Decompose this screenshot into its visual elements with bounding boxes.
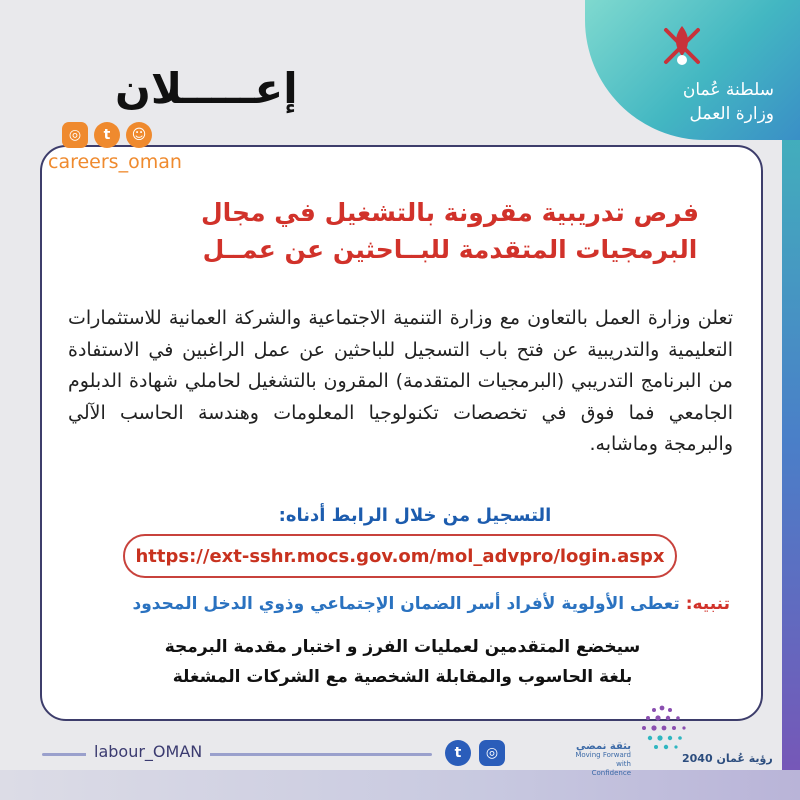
screening-note-line2: بلغة الحاسوب والمقابلة الشخصية مع الشركات المشغلة [172, 667, 633, 687]
moving-forward-logo [575, 742, 631, 778]
announcement-body: تعلن وزارة العمل بالتعاون مع وزارة التنمية الاجتماعية والشركة العمانية للاستثمارات التعليمية والتدريبية عن فتح باب التسجيل للباحثين عن عمل الراغبين في الاستفادة من البرنامج التدريبي (البرمجيات المتقدمة) المقرون بالتشغيل لحاملي شهادة الدبلوم الجامعي فما فوق في تخصصات تكنولوجيا المعلومات وهندسة الحاسب الآلي والبرمجة وماشابه. [68, 307, 733, 455]
moving-forward-ar: بثقة نمضي [575, 741, 631, 752]
twitter-icon[interactable]: t [94, 122, 120, 148]
bottom-decorative-band [0, 770, 800, 800]
priority-notice [120, 594, 730, 614]
announcement-banner-title: إعـــــلان [115, 64, 298, 113]
registration-link[interactable]: https://ext-sshr.mocs.gov.om/mol_advpro/login.aspx [123, 534, 677, 578]
labour-handle[interactable]: labour_OMAN [86, 742, 210, 761]
ministry-logo [585, 0, 800, 140]
oman-emblem-icon [660, 22, 704, 70]
social-icons-top [62, 122, 152, 148]
logo-country-name: سلطنة عُمان [682, 80, 774, 100]
instagram-icon[interactable]: ◎ [479, 740, 505, 766]
registration-label: التسجيل من خلال الرابط أدناه: [278, 505, 552, 526]
moving-forward-en: Moving Forward with Confidence [575, 751, 631, 777]
screening-note-line1: سيخضع المتقدمين لعمليات الفرز و اختبار مقدمة البرمجة [164, 637, 641, 657]
instagram-icon[interactable]: ◎ [62, 122, 88, 148]
vision-2040-label: رؤية عُمان 2040 [682, 752, 773, 765]
social-icons-bottom [445, 740, 505, 766]
careers-handle[interactable]: careers_oman [48, 151, 182, 173]
notice-label: تنبيه: [685, 594, 730, 614]
announcement-title-line2: البرمجيات المتقدمة للبــاحثين عن عمــل [202, 235, 698, 264]
twitter-icon[interactable]: t [445, 740, 471, 766]
snapchat-icon[interactable]: ☺ [126, 122, 152, 148]
announcement-title-line1: فرص تدريبية مقرونة بالتشغيل في مجال [200, 198, 700, 227]
logo-ministry-name: وزارة العمل [689, 104, 774, 124]
notice-text: تعطى الأولوية لأفراد أسر الضمان الإجتماعي وذوي الدخل المحدود [132, 594, 680, 614]
